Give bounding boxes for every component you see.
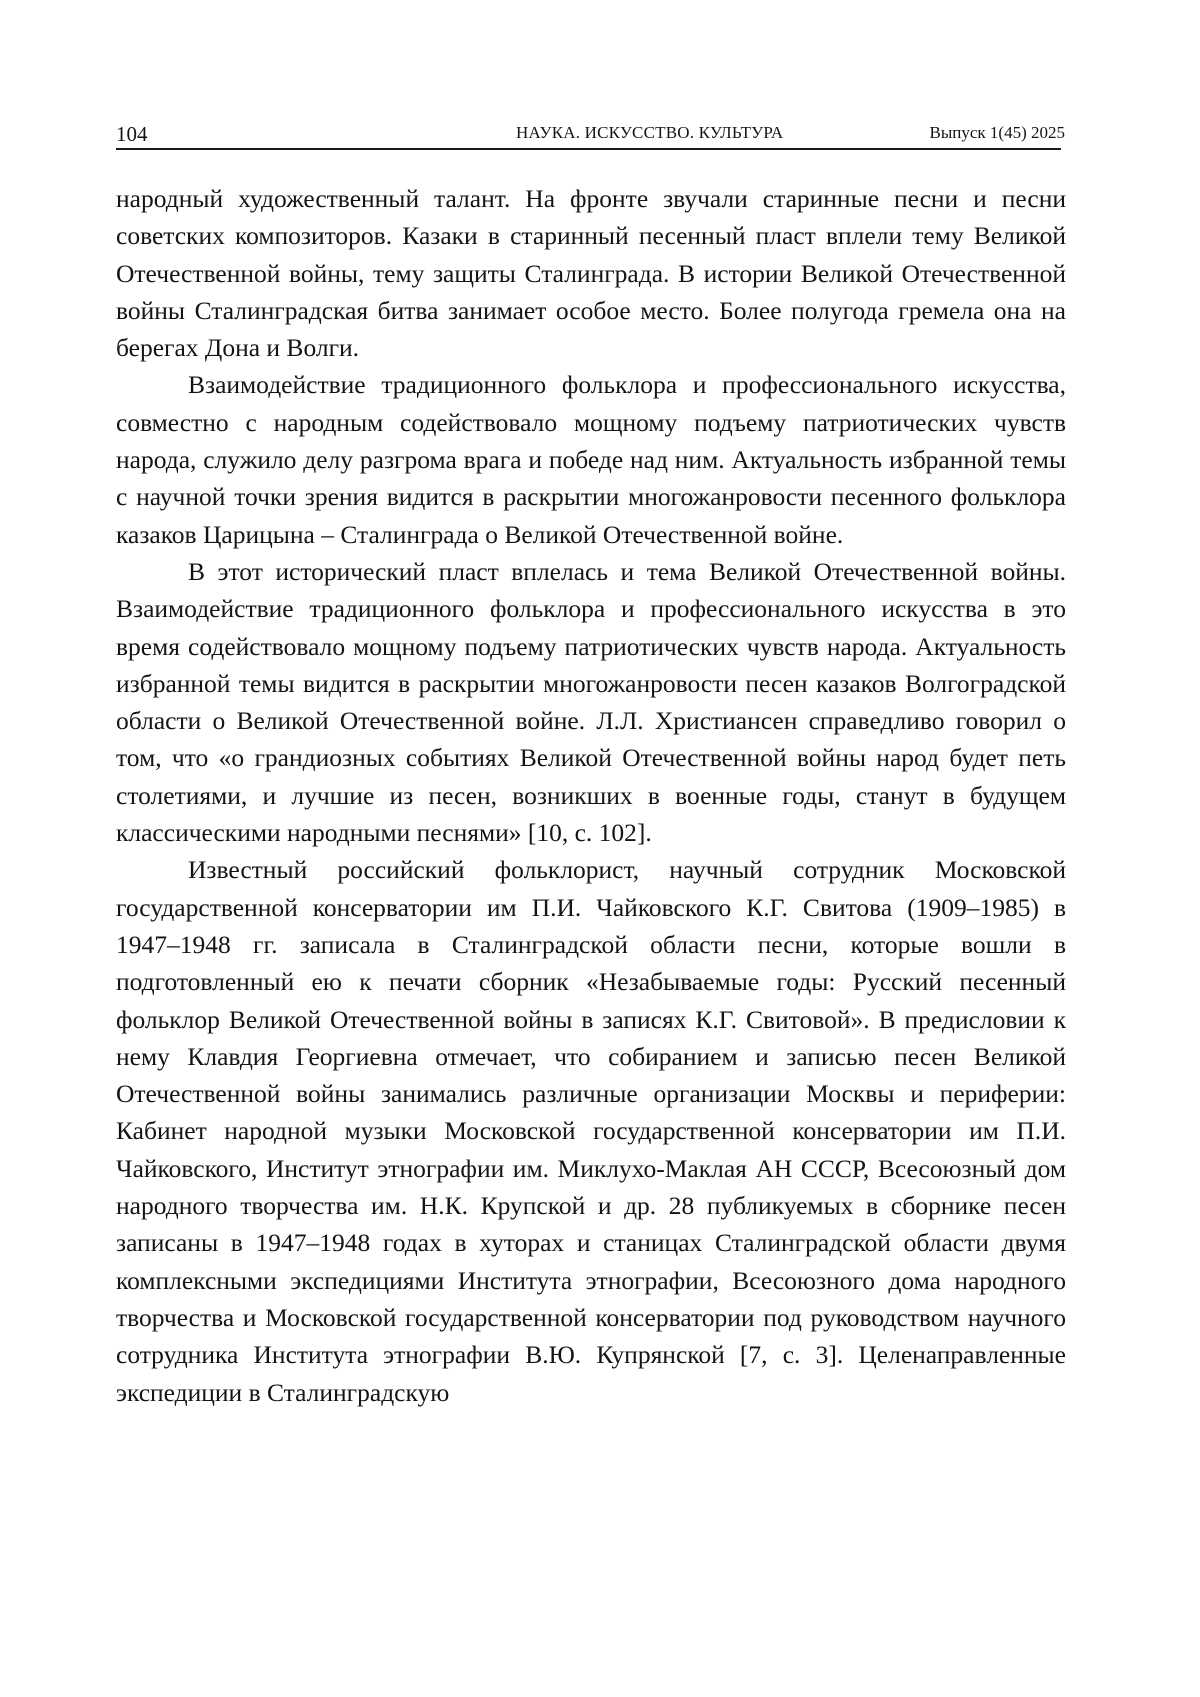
journal-title: НАУКА. ИСКУССТВО. КУЛЬТУРА (516, 123, 784, 142)
paragraph: Известный российский фольклорист, научный сотрудник Московской государственной консерватории им П.И. Чайковского К.Г. Свитова (1909–1985) в 1947–1948 гг. записала в Сталинградской области песни, которые вошли в подготовленный ею к печати сборник «Незабываемые годы: Русский песенный фольклор Великой Отечественной войны в записях К.Г. Свитовой». В предисловии к нему Клавдия Георгиевна отмечает, что собиранием и записью песен Великой Отечественной войны занимались различные организации Москвы и периферии: Кабинет народной музыки Московской государственной консерватории им П.И. Чайковского, Институт этнографии им. Миклухо-Маклая АН СССР, Всесоюзный дом народного творчества им. Н.К. Крупской и др. 28 публикуемых в сборнике песен записаны в 1947–1948 годах в хуторах и станицах Сталинградской области двумя комплексными экспедициями Института этнографии, Всесоюзного дома народного творчества и Московской государственной консерватории под руководством научного сотрудника Института этнографии В.Ю. Купрянской [7, с. 3]. Целенаправленные экспедиции в Сталинградскую (116, 855, 1066, 1407)
paragraph: В этот исторический пласт вплелась и тема Великой Отечественной войны. Взаимодействие традиционного фольклора и профессионального искусства в это время содействовало мощному подъему патриотических чувств народа. Актуальность избранной темы видится в раскрытии многожанровости песен казаков Волгоградской области о Великой Отечественной войне. Л.Л. Христиансен справедливо говорил о том, что «о грандиозных событиях Великой Отечественной войны народ будет петь столетиями, и лучшие из песен, возникших в военные годы, станут в будущем классическими народными песнями» [10, с. 102]. (116, 556, 1066, 848)
paragraph-continued: народный художественный талант. На фронте звучали старинные песни и песни советских композиторов. Казаки в старинный песенный пласт вплели тему Великой Отечественной войны, тему защиты Сталинграда. В истории Великой Отечественной войны Сталинградская битва занимает особое место. Более полугода гремела она на берегах Дона и Волги. (116, 184, 1066, 363)
article-body (116, 180, 1066, 1411)
paragraph: Взаимодействие традиционного фольклора и профессионального искусства, совместно с народным содействовало мощному подъему патриотических чувств народа, служило делу разгрома врага и победе над ним. Актуальность избранной темы с научной точки зрения видится в раскрытии многожанровости песенного фольклора казаков Царицына – Сталинграда о Великой Отечественной войне. (116, 370, 1066, 549)
page-header (116, 120, 1065, 156)
issue-info: Выпуск 1(45) 2025 (929, 123, 1065, 142)
page-number: 104 (116, 122, 148, 146)
header-divider (116, 148, 1061, 150)
